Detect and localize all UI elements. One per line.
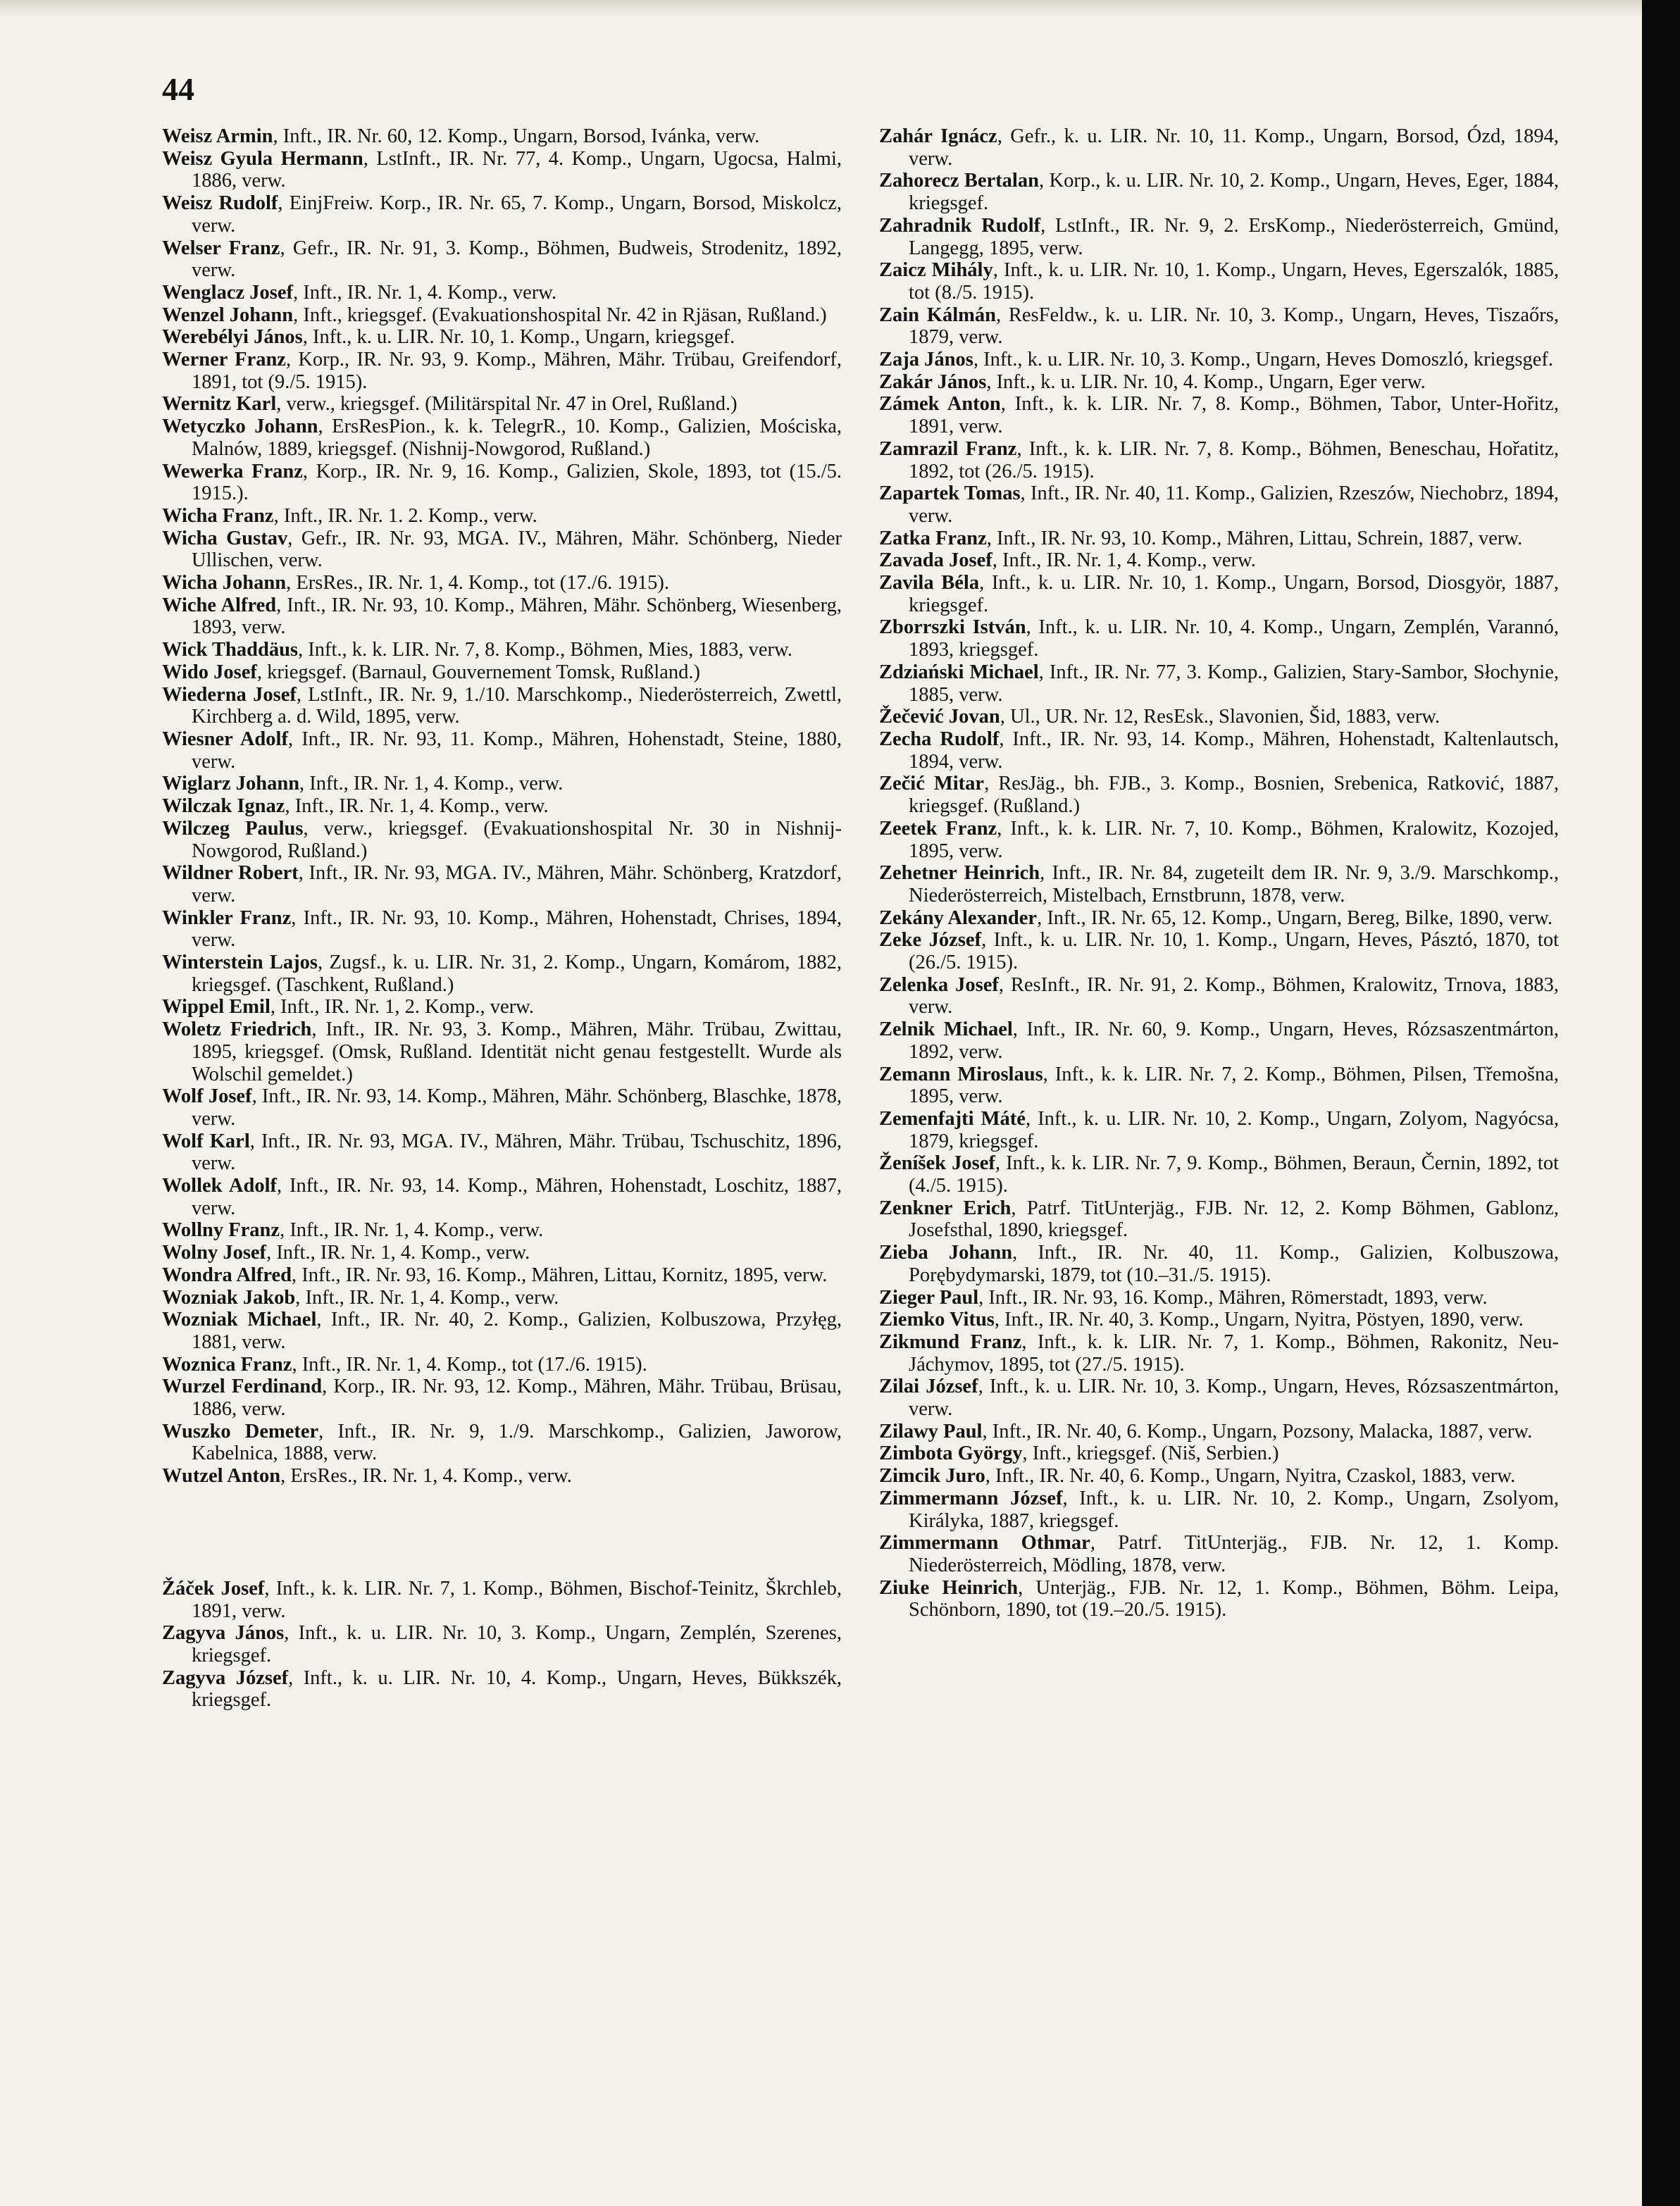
casualty-entry	[879, 1242, 1559, 1286]
entry-details: , Inft., IR. Nr. 84, zugeteilt dem IR. Nr. 9, 3./9. Marschkomp., Niederösterreich, Mistelbach, Ernstbrunn, 1878, verw.	[909, 862, 1559, 906]
left-column	[162, 125, 842, 1712]
casualty-entry	[162, 393, 842, 416]
casualty-entry	[879, 125, 1559, 170]
casualty-entry	[879, 907, 1559, 930]
entry-name: Zeke József	[879, 929, 982, 952]
entry-details: , Inft., IR. Nr. 1. 2. Komp., verw.	[273, 504, 537, 527]
right-column-entries	[879, 125, 1559, 1621]
entry-name: Zikmund Franz	[879, 1331, 1022, 1353]
casualty-entry	[162, 1018, 842, 1085]
casualty-entry	[162, 1219, 842, 1242]
entry-name: Zečić Mitar	[879, 773, 985, 795]
entry-name: Wurzel Ferdinand	[162, 1376, 323, 1398]
entry-details: , Inft., IR. Nr. 93, 14. Komp., Mähren, Hohenstadt, Kaltenlautsch, 1894, verw.	[909, 728, 1559, 773]
entry-name: Zimcik Juro	[879, 1465, 985, 1488]
entry-name: Wippel Emil	[162, 996, 270, 1018]
entry-details: , Inft., k. u. LIR. Nr. 10, 2. Komp., Ungarn, Zsolyom, Királyka, 1887, kriegsgef.	[909, 1487, 1559, 1532]
casualty-entry	[162, 818, 842, 862]
entry-name: Zilawy Paul	[879, 1420, 983, 1442]
entry-name: Wolf Josef	[162, 1085, 252, 1108]
casualty-entry	[879, 1442, 1559, 1465]
casualty-entry	[162, 684, 842, 728]
entry-name: Zemenfajti Máté	[879, 1107, 1026, 1130]
casualty-entry	[879, 1331, 1559, 1376]
casualty-entry	[879, 661, 1559, 706]
casualty-entry	[879, 549, 1559, 572]
scan-top-shadow	[0, 0, 1680, 18]
casualty-entry	[162, 1354, 842, 1376]
entry-details: , Inft., IR. Nr. 65, 12. Komp., Ungarn, Bereg, Bilke, 1890, verw.	[1037, 906, 1553, 929]
left-column-entries	[162, 125, 842, 1488]
entry-details: , Inft., IR. Nr. 93, 10. Komp., Mähren, Littau, Schrein, 1887, verw.	[986, 527, 1523, 549]
entry-details: , Inft., IR. Nr. 40, 6. Komp., Ungarn, Pozsony, Malacka, 1887, verw.	[982, 1420, 1533, 1442]
entry-name: Weisz Rudolf	[162, 192, 278, 215]
entry-details: , LstInft., IR. Nr. 9, 1./10. Marschkomp., Niederösterreich, Zwettl, Kirchberg a. d. Wild, 1895, verw.	[192, 683, 842, 728]
entry-details: , Gefr., IR. Nr. 93, MGA. IV., Mähren, Mähr. Schönberg, Nieder Ullischen, verw.	[192, 527, 842, 572]
casualty-entry	[162, 304, 842, 327]
entry-name: Wolny Josef	[162, 1242, 267, 1264]
casualty-entry	[879, 1287, 1559, 1309]
entry-name: Wicha Johann	[162, 572, 287, 594]
entry-details: , Inft., k. k. LIR. Nr. 7, 9. Komp., Böhmen, Beraun, Černin, 1892, tot (4./5. 1915).	[909, 1152, 1560, 1197]
entry-name: Žečević Jovan	[879, 706, 1000, 728]
entry-name: Zenkner Erich	[879, 1197, 1012, 1219]
casualty-entry	[162, 505, 842, 528]
entry-name: Zekány Alexander	[879, 906, 1038, 929]
entry-details: , verw., kriegsgef. (Militärspital Nr. 47 in Orel, Rußland.)	[276, 393, 738, 416]
entry-details: , Inft., IR. Nr. 93, MGA. IV., Mähren, Mähr. Schönberg, Kratzdorf, verw.	[192, 862, 842, 906]
entry-name: Wozniak Jakob	[162, 1286, 296, 1309]
casualty-entry	[162, 907, 842, 952]
entry-details: , Inft., IR. Nr. 40, 11. Komp., Galizien, Kolbuszowa, Porębydymarski, 1879, tot (10.–31./5. 1915).	[909, 1242, 1559, 1286]
casualty-entry	[879, 728, 1559, 773]
entry-details: , Inft., IR. Nr. 1, 2. Komp., verw.	[270, 996, 535, 1018]
entry-name: Ziemko Vitus	[879, 1309, 995, 1331]
entry-name: Zieba Johann	[879, 1242, 1013, 1264]
entry-details: , ResInft., IR. Nr. 91, 2. Komp., Böhmen, Kralowitz, Trnova, 1883, verw.	[909, 973, 1559, 1018]
entry-details: , Inft., IR. Nr. 1, 4. Komp., verw.	[992, 549, 1256, 572]
casualty-entry	[162, 1175, 842, 1219]
casualty-entry	[879, 1488, 1559, 1532]
entry-name: Wollek Adolf	[162, 1175, 277, 1197]
entry-details: , Inft., IR. Nr. 40, 2. Komp., Galizien, Kolbuszowa, Przyłęg, 1881, verw.	[192, 1309, 842, 1353]
casualty-entry	[879, 572, 1559, 616]
casualty-entry	[162, 1130, 842, 1175]
entry-details: , verw., kriegsgef. (Evakuationshospital Nr. 30 in Nishnij-Nowgorod, Rußland.)	[192, 817, 842, 862]
entry-name: Zehetner Heinrich	[879, 862, 1040, 885]
entry-details: , Korp., IR. Nr. 93, 9. Komp., Mähren, Mähr. Trübau, Greifendorf, 1891, tot (9./5. 1915).	[192, 349, 842, 393]
casualty-entry	[879, 1309, 1559, 1331]
entry-name: Zámek Anton	[879, 393, 1001, 416]
entry-name: Zemann Miroslaus	[879, 1063, 1043, 1085]
entry-details: , ErsResPion., k. k. TelegrR., 10. Komp., Galizien, Mościska, Malnów, 1889, kriegsgef. (Nishnij-Nowgorod, Rußland.)	[192, 416, 842, 460]
entry-name: Winterstein Lajos	[162, 952, 318, 974]
entry-details: , Inft., k. u. LIR. Nr. 10, 3. Komp., Ungarn, Heves Domoszló, kriegsgef.	[973, 349, 1554, 371]
casualty-entry	[162, 461, 842, 505]
entry-details: , Inft., IR. Nr. 93, 16. Komp., Mähren, Littau, Kornitz, 1895, verw.	[291, 1264, 828, 1286]
entry-details: , Inft., IR. Nr. 93, 10. Komp., Mähren, Hohenstadt, Chrises, 1894, verw.	[192, 906, 842, 952]
entry-details: , LstInft., IR. Nr. 77, 4. Komp., Ungarn, Ugocsa, Halmi, 1886, verw.	[192, 147, 842, 192]
casualty-entry	[162, 996, 842, 1018]
casualty-entry	[879, 371, 1559, 394]
entry-name: Wicha Gustav	[162, 527, 288, 549]
entry-details: , Inft., IR. Nr. 77, 3. Komp., Galizien, Stary-Sambor, Słochynie, 1885, verw.	[909, 661, 1559, 706]
entry-name: Zeetek Franz	[879, 817, 997, 840]
casualty-entry	[879, 1376, 1559, 1420]
casualty-entry	[162, 594, 842, 639]
casualty-entry	[879, 304, 1559, 349]
casualty-entry	[879, 1018, 1559, 1063]
entry-details: , Gefr., IR. Nr. 91, 3. Komp., Böhmen, Budweis, Strodenitz, 1892, verw.	[192, 237, 842, 282]
page-number: 44	[162, 71, 194, 107]
entry-details: , Inft., k. u. LIR. Nr. 10, 3. Komp., Ungarn, Heves, Rózsaszentmárton, verw.	[909, 1376, 1559, 1421]
entry-details: , Inft., k. k. LIR. Nr. 7, 10. Komp., Böhmen, Kralowitz, Kozojed, 1895, verw.	[909, 817, 1559, 862]
entry-details: , Inft., k. k. LIR. Nr. 7, 2. Komp., Böhmen, Pilsen, Třemošna, 1895, verw.	[909, 1063, 1559, 1108]
entry-details: , Inft., IR. Nr. 9, 1./9. Marschkomp., Galizien, Jaworow, Kabelnica, 1888, verw.	[192, 1420, 842, 1465]
entry-details: , Patrf. TitUnterjäg., FJB. Nr. 12, 1. Komp. Niederösterreich, Mödling, 1878, verw.	[909, 1532, 1559, 1576]
entry-details: , Inft., IR. Nr. 1, 4. Komp., verw.	[280, 1219, 544, 1242]
entry-details: , Inft., k. k. LIR. Nr. 7, 8. Komp., Böhmen, Mies, 1883, verw.	[298, 639, 792, 661]
entry-name: Wick Thaddäus	[162, 639, 299, 661]
casualty-entry	[162, 773, 842, 795]
entry-name: Wilczak Ignaz	[162, 795, 285, 818]
entry-name: Weisz Armin	[162, 125, 273, 147]
entry-name: Woznica Franz	[162, 1353, 292, 1376]
casualty-entry	[162, 1242, 842, 1264]
entry-name: Žáček Josef	[162, 1577, 265, 1600]
entry-name: Zagyva József	[162, 1666, 289, 1689]
casualty-entry	[162, 1667, 842, 1712]
casualty-entry	[879, 215, 1559, 259]
entry-name: Zdziański Michael	[879, 661, 1039, 683]
entry-name: Zieger Paul	[879, 1286, 979, 1309]
entry-name: Zamrazil Franz	[879, 437, 1017, 460]
entry-name: Zimmermann Othmar	[879, 1532, 1090, 1554]
casualty-entry	[879, 1108, 1559, 1152]
casualty-entry	[879, 706, 1559, 728]
entry-details: , Inft., IR. Nr. 93, 14. Komp., Mähren, Hohenstadt, Loschitz, 1887, verw.	[192, 1175, 842, 1219]
casualty-entry	[162, 326, 842, 349]
entry-name: Ziuke Heinrich	[879, 1576, 1019, 1599]
casualty-entry	[162, 1309, 842, 1353]
entry-details: , Inft., kriegsgef. (Niš, Serbien.)	[1022, 1442, 1279, 1465]
casualty-entry	[879, 818, 1559, 862]
entry-name: Ženíšek Josef	[879, 1152, 995, 1175]
casualty-entry	[162, 1264, 842, 1287]
entry-name: Wetyczko Johann	[162, 416, 318, 438]
entry-details: , Patrf. TitUnterjäg., FJB. Nr. 12, 2. Komp Böhmen, Gablonz, Josefsthal, 1890, kriegsgef.	[909, 1197, 1559, 1242]
right-column	[879, 125, 1559, 1621]
entry-name: Wildner Robert	[162, 862, 299, 885]
entry-details: , Inft., k. u. LIR. Nr. 10, 4. Komp., Ungarn, Heves, Bükkszék, kriegsgef.	[192, 1666, 842, 1712]
casualty-entry	[879, 438, 1559, 482]
entry-details: , Inft., IR. Nr. 93, 3. Komp., Mähren, Mähr. Trübau, Zwittau, 1895, kriegsgef. (Omsk, Rußland. Identität nicht genau festgestellt. Wurde als Wolschil gemeldet.)	[192, 1018, 842, 1085]
casualty-entry	[879, 974, 1559, 1018]
entry-details: , Korp., IR. Nr. 9, 16. Komp., Galizien, Skole, 1893, tot (15./5. 1915.).	[192, 460, 842, 505]
entry-details: , Inft., IR. Nr. 93, 16. Komp., Mähren, Römerstadt, 1893, verw.	[978, 1286, 1488, 1309]
entry-name: Zagyva János	[162, 1622, 285, 1645]
entry-details: , Inft., IR. Nr. 93, 10. Komp., Mähren, Mähr. Schönberg, Wiesenberg, 1893, verw.	[192, 594, 842, 639]
entry-details: , EinjFreiw. Korp., IR. Nr. 65, 7. Komp., Ungarn, Borsod, Miskolcz, verw.	[192, 192, 842, 237]
entry-name: Zain Kálmán	[879, 304, 996, 326]
entry-details: , Inft., k. u. LIR. Nr. 10, 2. Komp., Ungarn, Zolyom, Nagyócsa, 1879, kriegsgef.	[909, 1107, 1559, 1152]
entry-details: , Inft., IR. Nr. 93, MGA. IV., Mähren, Mähr. Trübau, Tschuschitz, 1896, verw.	[192, 1130, 842, 1175]
entry-details: , Inft., k. u. LIR. Nr. 10, 1. Komp., Ungarn, Heves, Pásztó, 1870, tot (26./5. 1915).	[909, 929, 1560, 974]
casualty-entry	[162, 952, 842, 996]
entry-name: Zimbota György	[879, 1442, 1023, 1465]
entry-name: Wozniak Michael	[162, 1309, 317, 1331]
casualty-entry	[879, 862, 1559, 906]
entry-name: Wenzel Johann	[162, 304, 294, 326]
entry-name: Wiche Alfred	[162, 594, 277, 616]
casualty-entry	[879, 170, 1559, 214]
entry-details: , ResFeldw., k. u. LIR. Nr. 10, 3. Komp., Ungarn, Heves, Tiszaőrs, 1879, verw.	[909, 304, 1559, 349]
entry-details: , Inft., IR. Nr. 1, 4. Komp., verw.	[295, 1286, 559, 1309]
casualty-entry	[879, 349, 1559, 371]
casualty-entry	[879, 1577, 1559, 1621]
entry-name: Wido Josef	[162, 661, 257, 683]
entry-name: Zavada Josef	[879, 549, 993, 572]
entry-name: Wiglarz Johann	[162, 773, 300, 795]
entry-name: Wollny Franz	[162, 1219, 280, 1242]
casualty-entry	[162, 1421, 842, 1465]
entry-details: , Inft., k. u. LIR. Nr. 10, 1. Komp., Ungarn, kriegsgef.	[302, 326, 735, 349]
entry-details: , Inft., k. k. LIR. Nr. 7, 8. Komp., Böhmen, Tabor, Unter-Hořitz, 1891, verw.	[909, 393, 1559, 438]
entry-name: Wernitz Karl	[162, 393, 277, 416]
entry-details: , Inft., kriegsgef. (Evakuationshospital Nr. 42 in Rjäsan, Rußland.)	[293, 304, 827, 326]
entry-name: Wolf Karl	[162, 1130, 250, 1152]
entry-details: , kriegsgef. (Barnaul, Gouvernement Tomsk, Rußland.)	[256, 661, 700, 683]
entry-name: Zaja János	[879, 349, 973, 371]
entry-name: Wenglacz Josef	[162, 281, 294, 304]
entry-details: , Gefr., k. u. LIR. Nr. 10, 11. Komp., Ungarn, Borsod, Ózd, 1894, verw.	[909, 125, 1559, 170]
entry-name: Zimmermann József	[879, 1487, 1063, 1509]
entry-name: Zecha Rudolf	[879, 728, 1000, 750]
casualty-entry	[879, 1532, 1559, 1576]
entry-details: , Korp., IR. Nr. 93, 12. Komp., Mähren, Mähr. Trübau, Brüsau, 1886, verw.	[192, 1376, 842, 1421]
entry-details: , Inft., k. u. LIR. Nr. 10, 1. Komp., Ungarn, Borsod, Diosgyör, 1887, kriegsgef.	[909, 572, 1559, 616]
entry-details: , Inft., k. u. LIR. Nr. 10, 3. Komp., Ungarn, Zemplén, Szerenes, kriegsgef.	[192, 1622, 842, 1666]
entry-details: , Inft., IR. Nr. 1, 4. Komp., verw.	[293, 281, 557, 304]
entry-details: , Inft., IR. Nr. 40, 6. Komp., Ungarn, Nyitra, Czaskol, 1883, verw.	[985, 1465, 1516, 1488]
casualty-entry	[879, 1197, 1559, 1242]
entry-details: , Inft., IR. Nr. 40, 3. Komp., Ungarn, Nyitra, Pöstyen, 1890, verw.	[994, 1309, 1524, 1331]
casualty-entry	[879, 528, 1559, 550]
entry-name: Werebélyi János	[162, 326, 303, 349]
entry-name: Wutzel Anton	[162, 1465, 281, 1488]
casualty-entry	[162, 572, 842, 594]
casualty-entry	[879, 773, 1559, 817]
entry-name: Zborrszki István	[879, 616, 1026, 639]
casualty-entry	[879, 482, 1559, 527]
casualty-entry	[162, 1578, 842, 1622]
casualty-entry	[162, 192, 842, 237]
section-gap	[162, 1488, 842, 1578]
casualty-entry	[162, 1465, 842, 1488]
entry-name: Wilczeg Paulus	[162, 817, 304, 840]
entry-name: Wiederna Josef	[162, 683, 297, 706]
casualty-entry	[879, 1465, 1559, 1488]
entry-details: , Inft., IR. Nr. 40, 11. Komp., Galizien, Rzeszów, Niechobrz, 1894, verw.	[909, 482, 1559, 527]
casualty-entry	[162, 528, 842, 572]
entry-details: , Inft., k. u. LIR. Nr. 10, 4. Komp., Ungarn, Eger verw.	[986, 370, 1426, 393]
casualty-entry	[879, 1421, 1559, 1443]
entry-name: Wuszko Demeter	[162, 1420, 319, 1442]
entry-details: , Inft., k. u. LIR. Nr. 10, 4. Komp., Ungarn, Zemplén, Varannó, 1893, kriegsgef.	[909, 616, 1559, 661]
entry-name: Zakár János	[879, 370, 987, 393]
entry-details: , LstInft., IR. Nr. 9, 2. ErsKomp., Niederösterreich, Gmünd, Langegg, 1895, verw.	[909, 214, 1559, 259]
casualty-entry	[162, 862, 842, 906]
entry-name: Zelenka Josef	[879, 973, 999, 996]
entry-name: Zilai József	[879, 1376, 978, 1398]
entry-details: , Inft., k. u. LIR. Nr. 10, 1. Komp., Ungarn, Heves, Egerszalók, 1885, tot (8./5. 1915).	[909, 259, 1559, 304]
casualty-entry	[879, 393, 1559, 437]
scan-right-border	[1642, 0, 1680, 2206]
entry-details: , ErsRes., IR. Nr. 1, 4. Komp., verw.	[280, 1465, 572, 1488]
entry-name: Wewerka Franz	[162, 460, 303, 482]
casualty-entry	[162, 416, 842, 460]
entry-details: , Inft., k. k. LIR. Nr. 7, 1. Komp., Böhmen, Rakonitz, Neu-Jáchymov, 1895, tot (27./5. 1915).	[909, 1331, 1559, 1376]
entry-name: Zatka Franz	[879, 527, 987, 549]
entry-details: , ErsRes., IR. Nr. 1, 4. Komp., tot (17./6. 1915).	[286, 572, 669, 594]
entry-name: Zaicz Mihály	[879, 259, 993, 282]
casualty-entry	[162, 148, 842, 192]
casualty-entry	[162, 237, 842, 282]
casualty-entry	[162, 1287, 842, 1309]
entry-name: Wicha Franz	[162, 504, 274, 527]
casualty-entry	[879, 1152, 1559, 1197]
entry-name: Zahár Ignácz	[879, 125, 997, 147]
entry-details: , ResJäg., bh. FJB., 3. Komp., Bosnien, Srebenica, Ratković, 1887, kriegsgef. (Rußland.)	[909, 773, 1559, 818]
entry-details: , Zugsf., k. u. LIR. Nr. 31, 2. Komp., Ungarn, Komárom, 1882, kriegsgef. (Taschkent, Rußland.)	[192, 952, 842, 996]
casualty-entry	[162, 349, 842, 393]
casualty-entry	[162, 282, 842, 304]
left-column-z-entries	[162, 1578, 842, 1712]
entry-details: , Ul., UR. Nr. 12, ResEsk., Slavonien, Šid, 1883, verw.	[1000, 706, 1441, 728]
entry-name: Zapartek Tomas	[879, 482, 1021, 505]
entry-name: Wiesner Adolf	[162, 728, 288, 750]
entry-details: , Inft., IR. Nr. 93, 11. Komp., Mähren, Hohenstadt, Steine, 1880, verw.	[192, 728, 842, 773]
casualty-entry	[162, 1376, 842, 1420]
entry-name: Welser Franz	[162, 237, 280, 259]
casualty-entry	[879, 1064, 1559, 1108]
entry-details: , Inft., IR. Nr. 1, 4. Komp., tot (17./6. 1915).	[292, 1353, 647, 1376]
entry-details: , Inft., IR. Nr. 1, 4. Komp., verw.	[285, 795, 549, 818]
entry-name: Zahorecz Bertalan	[879, 170, 1039, 192]
entry-details: , Inft., IR. Nr. 60, 9. Komp., Ungarn, Heves, Rózsaszentmárton, 1892, verw.	[909, 1018, 1559, 1063]
entry-details: , Inft., IR. Nr. 60, 12. Komp., Ungarn, Borsod, Ivánka, verw.	[273, 125, 760, 147]
entry-name: Woletz Friedrich	[162, 1018, 312, 1041]
casualty-entry	[879, 929, 1559, 973]
casualty-entry	[162, 661, 842, 684]
entry-name: Werner Franz	[162, 349, 286, 371]
casualty-entry	[162, 1622, 842, 1666]
entry-name: Weisz Gyula Hermann	[162, 147, 363, 170]
entry-details: , Inft., IR. Nr. 93, 14. Komp., Mähren, Mähr. Schönberg, Blaschke, 1878, verw.	[192, 1085, 842, 1130]
casualty-entry	[162, 1085, 842, 1130]
entry-name: Zahradnik Rudolf	[879, 214, 1041, 237]
entry-details: , Korp., k. u. LIR. Nr. 10, 2. Komp., Ungarn, Heves, Eger, 1884, kriegsgef.	[909, 170, 1559, 215]
casualty-entry	[879, 616, 1559, 661]
entry-name: Zelnik Michael	[879, 1018, 1013, 1041]
casualty-entry	[162, 795, 842, 818]
casualty-entry	[879, 259, 1559, 304]
entry-name: Zavila Béla	[879, 572, 980, 594]
casualty-entry	[162, 125, 842, 148]
casualty-entry	[162, 639, 842, 661]
entry-details: , Inft., k. k. LIR. Nr. 7, 8. Komp., Böhmen, Beneschau, Hořatitz, 1892, tot (26./5. 1915).	[909, 437, 1559, 482]
entry-name: Winkler Franz	[162, 906, 292, 929]
entry-details: , Unterjäg., FJB. Nr. 12, 1. Komp., Böhmen, Böhm. Leipa, Schönborn, 1890, tot (19.–20./5. 1915).	[909, 1576, 1559, 1621]
entry-name: Wondra Alfred	[162, 1264, 292, 1286]
entry-details: , Inft., k. k. LIR. Nr. 7, 1. Komp., Böhmen, Bischof-Teinitz, Škrchleb, 1891, verw.	[192, 1577, 842, 1622]
casualty-entry	[162, 728, 842, 773]
entry-details: , Inft., IR. Nr. 1, 4. Komp., verw.	[266, 1242, 530, 1264]
entry-details: , Inft., IR. Nr. 1, 4. Komp., verw.	[299, 773, 564, 795]
